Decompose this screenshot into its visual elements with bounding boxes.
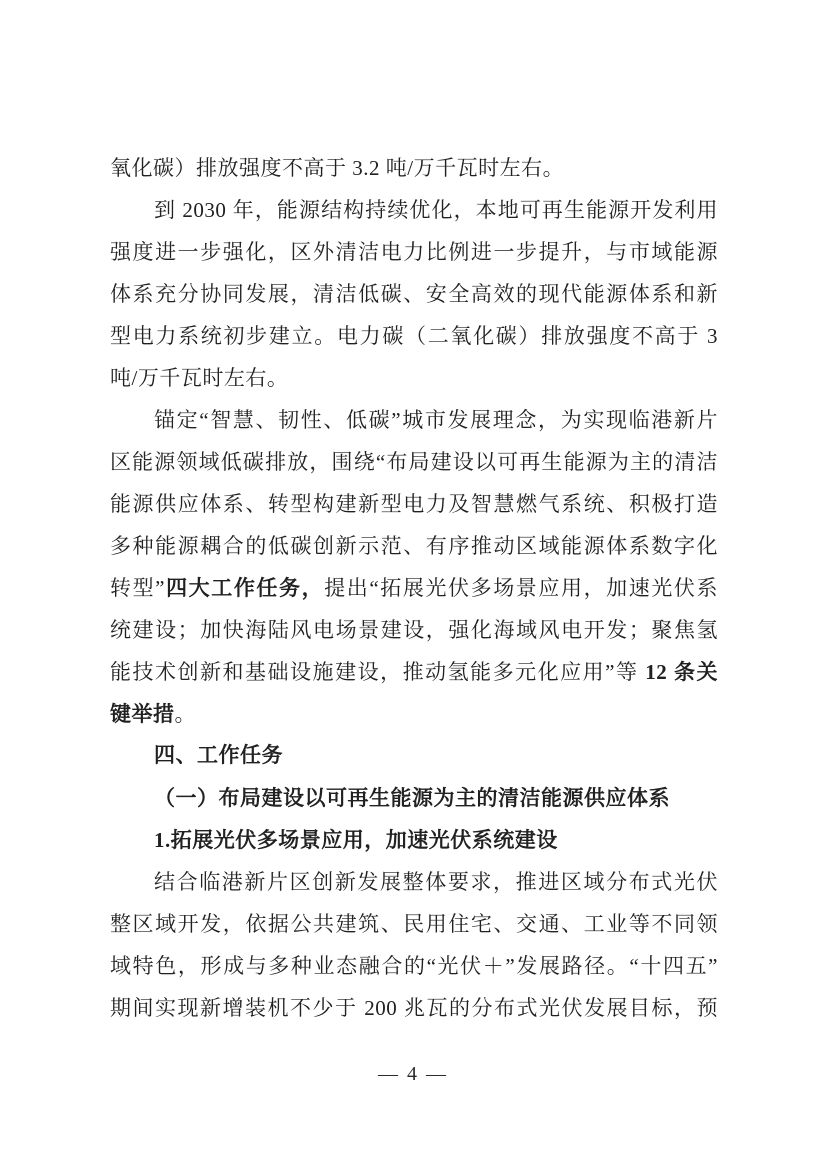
section-heading [110, 735, 718, 777]
section-heading [110, 777, 718, 819]
text-run: 域特色，形成与多种业态融合的“光伏＋”发展路径。“十四五” [110, 954, 718, 978]
text-run: 区能源领域低碳排放，围绕“布局建设以可再生能源为主的清洁 [110, 450, 718, 474]
text-line [110, 315, 718, 357]
text-line [110, 819, 718, 861]
text-run: 。 [174, 702, 196, 726]
text-run: 吨/万千瓦时左右。 [110, 366, 289, 390]
text-line [110, 231, 718, 273]
text-line [110, 357, 718, 399]
bold-text-run: 12 条关 [645, 660, 718, 684]
paragraph [110, 189, 718, 399]
paragraph [110, 861, 718, 1029]
bold-text-run: 四、工作任务 [154, 744, 283, 767]
text-run: 整区域开发，依据公共建筑、民用住宅、交通、工业等不同领 [110, 912, 718, 936]
text-line [110, 567, 718, 609]
text-line [110, 189, 718, 231]
page-footer [0, 1053, 826, 1095]
bold-text-run: 键举措 [110, 702, 175, 726]
text-line [110, 693, 718, 735]
paragraph [110, 147, 718, 189]
bold-text-run: 四大工作任务， [165, 576, 325, 600]
text-run: 能源供应体系、转型构建新型电力及智慧燃气系统、积极打造 [110, 492, 718, 516]
text-line [110, 399, 718, 441]
text-run: 多种能源耦合的低碳创新示范、有序推动区域能源体系数字化 [110, 534, 718, 558]
text-run: 提出“拓展光伏多场景应用，加速光伏系 [324, 576, 718, 600]
text-run: 统建设；加快海陆风电场景建设，强化海域风电开发；聚焦氢 [110, 618, 718, 642]
bold-text-run: （一）布局建设以可再生能源为主的清洁能源供应体系 [154, 786, 670, 810]
text-line [110, 735, 718, 777]
text-line [110, 609, 718, 651]
text-line [110, 903, 718, 945]
text-run: 到 2030 年，能源结构持续优化，本地可再生能源开发利用 [154, 198, 718, 222]
text-line [110, 273, 718, 315]
page-number: — 4 — [378, 1063, 448, 1085]
text-line [110, 147, 718, 189]
text-run: 氧化碳）排放强度不高于 3.2 吨/万千瓦时左右。 [110, 156, 565, 180]
text-line [110, 483, 718, 525]
text-line [110, 777, 718, 819]
text-run: 锚定“智慧、韧性、低碳”城市发展理念，为实现临港新片 [154, 408, 718, 432]
text-run: 型电力系统初步建立。电力碳（二氧化碳）排放强度不高于 3 [110, 324, 718, 348]
document-body [110, 147, 718, 1029]
text-run: 结合临港新片区创新发展整体要求，推进区域分布式光伏 [154, 870, 718, 894]
text-run: 能技术创新和基础设施建设，推动氢能多元化应用”等 [110, 660, 646, 684]
text-run: 期间实现新增装机不少于 200 兆瓦的分布式光伏发展目标，预 [110, 996, 718, 1020]
bold-text-run: 1.拓展光伏多场景应用，加速光伏系统建设 [154, 828, 558, 852]
text-line [110, 987, 718, 1029]
text-line [110, 441, 718, 483]
text-line [110, 525, 718, 567]
text-run: 强度进一步强化，区外清洁电力比例进一步提升，与市域能源 [110, 240, 718, 264]
section-heading [110, 819, 718, 861]
text-line [110, 651, 718, 693]
text-run: 体系充分协同发展，清洁低碳、安全高效的现代能源体系和新 [110, 282, 718, 306]
text-line [110, 861, 718, 903]
paragraph [110, 399, 718, 735]
text-line [110, 945, 718, 987]
text-run: 转型” [110, 576, 165, 600]
